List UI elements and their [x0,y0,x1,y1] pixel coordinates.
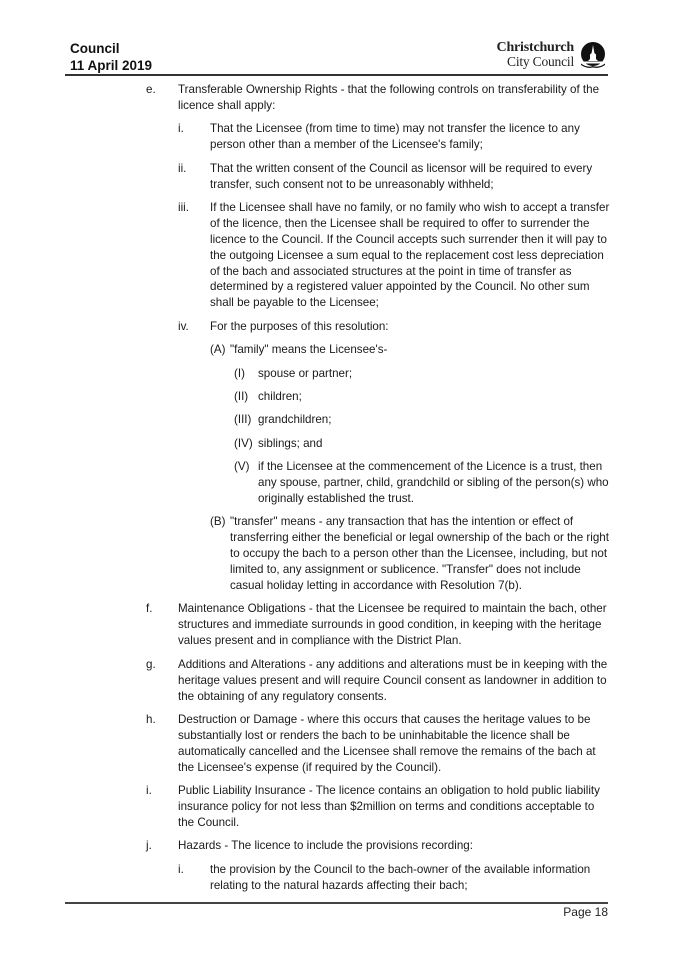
clause-f [0,601,675,649]
header-divider [65,74,608,76]
clause-label: i. [146,784,152,798]
clause-text: Public Liability Insurance - The licence contains an obligation to hold public liability insurance policy for not less than $2million on terms and conditions acceptable to the Council. [178,784,600,829]
clause-e-iii [0,200,675,311]
family-entry-3 [0,412,675,428]
subclause-text: For the purposes of this resolution: [210,319,389,333]
clause-e-iv [0,319,675,335]
christchurch-cathedral-logo-icon [579,41,607,69]
clause-h [0,712,675,776]
definition-a [0,342,675,358]
clause-g [0,657,675,705]
entry-text: spouse or partner; [258,366,353,380]
page-number: Page 18 [563,905,608,919]
document-body [0,82,675,901]
clause-e-ii [0,161,675,193]
clause-label: h. [146,712,156,726]
subclause-label: i. [178,862,184,876]
definition-b [0,514,675,594]
clause-i [0,783,675,831]
clause-j-i [0,862,675,894]
logo-line-1: Christchurch [496,40,574,55]
meeting-date: 11 April 2019 [70,58,153,73]
subclause-text: the provision by the Council to the bach-owner of the available information relating to the natural hazards affecting their bach; [210,862,591,892]
clause-label: e. [146,83,156,96]
footer-divider [65,902,608,904]
entry-label: (I) [234,366,245,380]
clause-text: Destruction or Damage - where this occurs that causes the heritage values to be substantially lost or renders the bach to be uninhabitable the licence shall be automatically cancelled and the Licensee shall remove the remains of the bach at the Licensee's expense (if required by the Council). [178,712,596,774]
meeting-name: Council [70,41,120,56]
family-entry-1 [0,366,675,382]
subclause-label: ii. [178,161,187,175]
entry-label: (III) [234,413,252,427]
family-entry-2 [0,389,675,405]
entry-label: (II) [234,390,249,403]
subclause-text: That the written consent of the Council as licensor will be required to every transfer, such consent not to be unreasonably withheld; [210,161,593,191]
subclause-label: iv. [178,319,189,333]
entry-text: siblings; and [258,436,323,450]
clause-j [0,838,675,854]
clause-text: Transferable Ownership Rights - that the following controls on transferability of the licence shall apply: [178,83,600,112]
definition-label: (A) [210,343,226,357]
clause-label: g. [146,657,156,671]
entry-text: grandchildren; [258,413,332,427]
clause-text: Hazards - The licence to include the provisions recording: [178,839,473,853]
clause-e [0,82,675,114]
definition-text: "family" means the Licensee's- [230,343,388,357]
entry-text: if the Licensee at the commencement of the Licence is a trust, then any spouse, partner, child, grandchild or sibling of the person(s) who originally established the trust. [258,460,609,506]
entry-text: children; [258,390,302,403]
family-entry-5 [0,459,675,507]
clause-label: j. [146,839,152,853]
page-header-meeting [70,40,152,74]
subclause-label: i. [178,122,184,136]
definition-text: "transfer" means - any transaction that has the intention or effect of transferring either the beneficial or legal ownership of the bach or the right to occupy the bach to a person other than the Licensee, including, but not limited to, any assignment or sublicence. "Transfer" does not include casual holiday letting in accordance with Resolution 7(b). [230,515,609,593]
clause-text: Maintenance Obligations - that the Licensee be required to maintain the bach, other structures and immediate surrounds in good condition, in keeping with the heritage values present and in compliance with the District Plan. [178,602,607,648]
clause-e-i [0,121,675,153]
family-entry-4 [0,436,675,452]
subclause-text: If the Licensee shall have no family, or no family who wish to accept a transfer of the licence, then the Licensee shall be required to offer to surrender the licence to the Council. If the Council accepts such surrender then it will pay to the outgoing Licensee a sum equal to the replacement cost less depreciation of the bach and associated structures at the point in time of transfer as determined by a registered valuer appointed by the Council. No other sum shall be payable to the Licensee; [210,200,610,310]
clause-label: f. [146,602,153,616]
clause-text: Additions and Alterations - any additions and alterations must be in keeping with the heritage values present and will require Council consent as landowner in addition to the obtaining of any regulatory consents. [178,657,608,703]
entry-label: (V) [234,460,250,474]
christchurch-city-council-logo [480,41,610,71]
definition-label: (B) [210,515,226,529]
subclause-text: That the Licensee (from time to time) may not transfer the licence to any person other than a member of the Licensee's family; [210,122,580,152]
logo-line-2: City Council [507,54,574,69]
subclause-label: iii. [178,200,189,214]
entry-label: (IV) [234,436,253,450]
